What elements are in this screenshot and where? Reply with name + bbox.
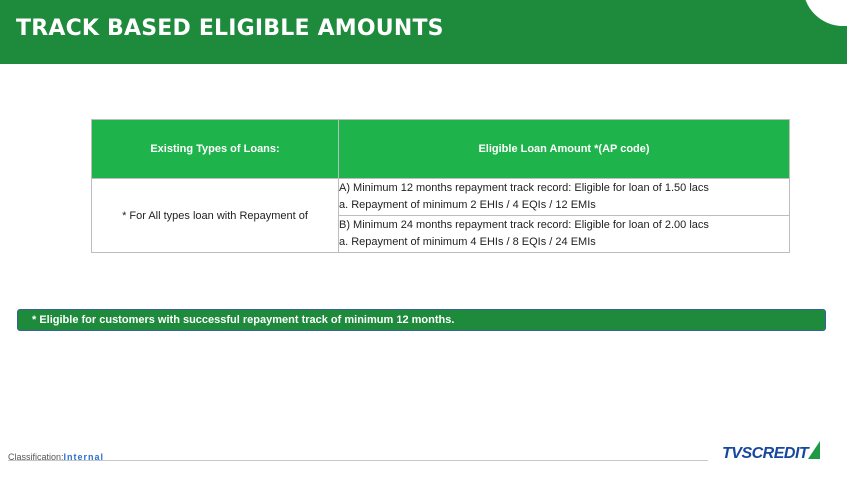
title-banner [0,0,847,64]
table-header-row [92,120,790,179]
logo-text: TVSCREDIT [722,445,809,462]
tvs-credit-logo [722,442,822,464]
eligibility-note-text: * Eligible for customers with successful repayment track of minimum 12 months. [32,314,455,326]
page-title: TRACK BASED ELIGIBLE AMOUNTS [16,16,444,41]
banner-corner-curve [803,0,847,26]
column-header-eligible-amount: Eligible Loan Amount *(AP code) [339,120,790,179]
eligibility-cell-12-months [339,179,790,216]
classification-value: Internal [63,452,105,462]
eligibility-line: a. Repayment of minimum 4 EHIs / 8 EQIs / 24 EMIs [339,236,596,248]
eligibility-note-bar [17,309,826,331]
eligibility-line: a. Repayment of minimum 2 EHIs / 4 EQIs / 12 EMIs [339,199,596,211]
eligibility-table [91,119,790,253]
eligibility-cell-24-months [339,216,790,253]
eligibility-line: A) Minimum 12 months repayment track record: Eligible for loan of 1.50 lacs [339,182,709,194]
loan-type-cell: * For All types loan with Repayment of [92,179,339,253]
classification-label [8,452,104,462]
column-header-loan-types: Existing Types of Loans: [92,120,339,179]
eligibility-line: B) Minimum 24 months repayment track record: Eligible for loan of 2.00 lacs [339,219,709,231]
classification-caption: Classification: [8,452,64,462]
table-row [92,179,790,216]
logo-flag-icon [808,441,820,459]
footer-divider [8,460,708,461]
